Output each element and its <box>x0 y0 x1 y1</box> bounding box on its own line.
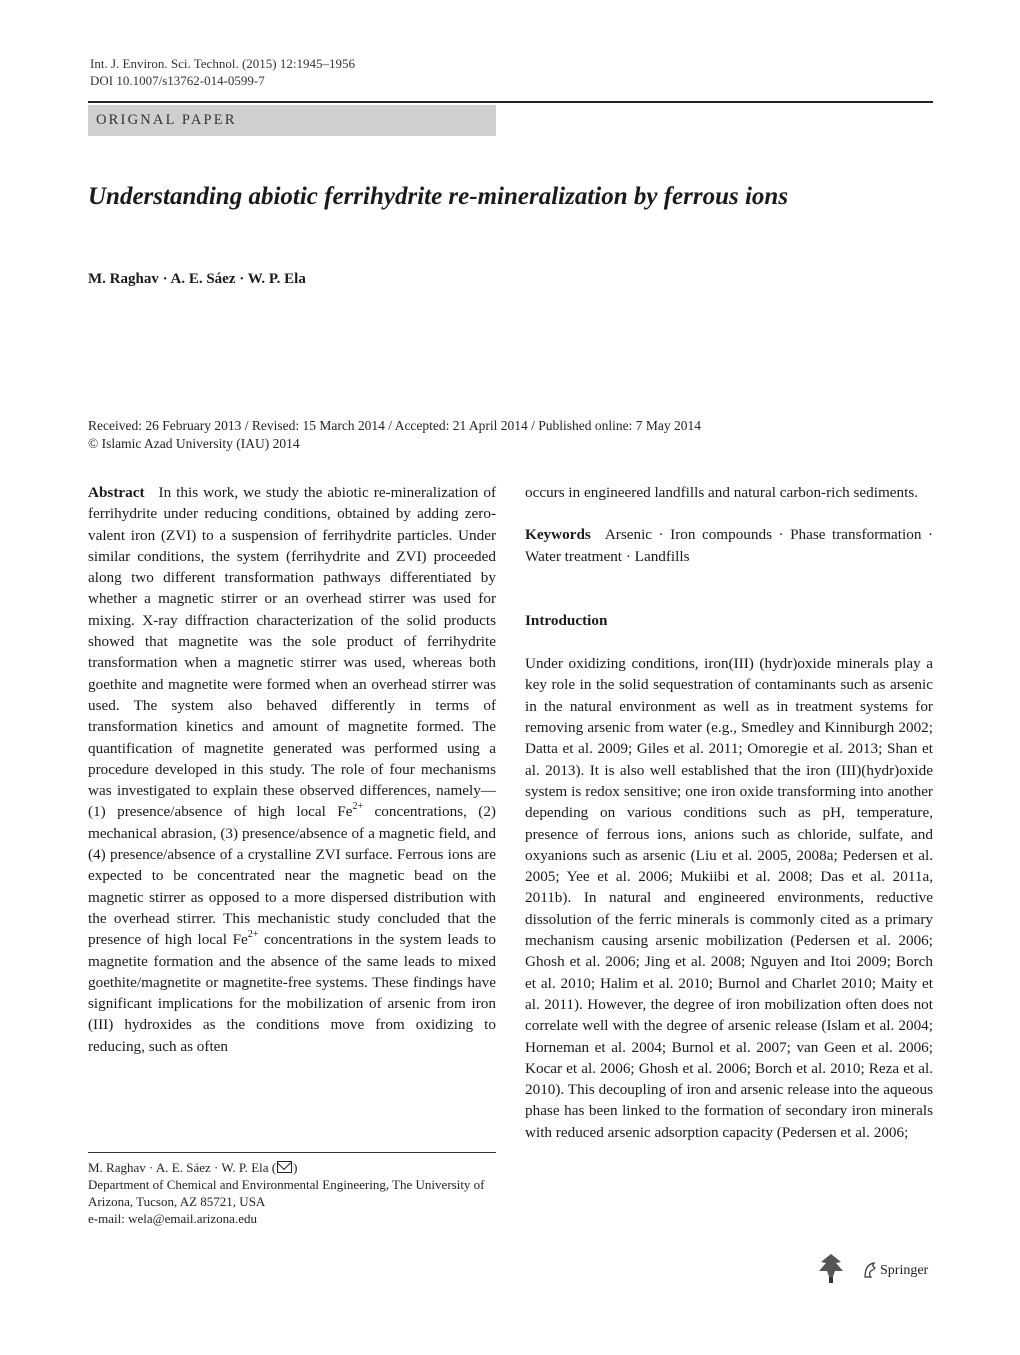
journal-citation: Int. J. Environ. Sci. Technol. (2015) 12:1945–1956 <box>90 56 355 71</box>
keywords-heading: Keywords <box>525 526 591 544</box>
introduction-heading: Introduction <box>525 611 608 629</box>
springer-tree-icon <box>818 1252 844 1284</box>
footnote-authors: M. Raghav · A. E. Sáez · W. P. Ela ( ) <box>88 1160 298 1175</box>
history-dates: Received: 26 February 2013 / Revised: 15 March 2014 / Accepted: 21 April 2014 / Published online: 7 May 2014 <box>88 418 702 433</box>
abstract-heading: Abstract <box>88 484 145 501</box>
abstract: Abstract In this work, we study the abiotic re-mineralization of ferrihydrite under reducing conditions, obtained by adding zero-valent iron (ZVI) to a suspension of ferrihydrite particles. Under similar conditions, the system (ferrihydrite and ZVI) proceeded along two different transformation pathways differentiated by whether a magnetic stirrer or an overhead stirrer was used for mixing. X-ray diffraction characterization of the solid products showed that magnetite was the sole product of ferrihydrite transformation when a magnetic stirrer was used, whereas both goethite and magnetite were formed when an overhead stirrer was used. The system also behaved differently in terms of transformation kinetics and amount of magnetite formed. The quantification of magnetite generated was performed using a procedure developed in this study. The role of four mechanisms was investigated to explain these observed differences, namely—(1) presence/absence of high local $Fe^{2+}$ concentrations, (2) mechanical abrasion, (3) presence/absence of a magnetic field, and (4) presence/absence of a crystalline ZVI surface. Ferrous ions are expected to be concentrated near the magnetic bead on the magnetic stirrer as opposed to a more dispersed distribution with the overhead stirrer. This mechanistic study concluded that the presence of high local $Fe^{2+}$ concentrations in the system leads to magnetite formation and the absence of the same leads to mixed goethite/magnetite or magnetite-free systems. These findings have significant implications for the mobilization of arsenic from iron (III) hydroxides as the conditions move from oxidizing to reducing, such as often <box>88 484 496 1055</box>
article-type-label: ORIGNAL PAPER <box>96 112 237 128</box>
article-type-badge <box>88 105 496 136</box>
springer-horse-icon <box>862 1261 878 1279</box>
publisher-name: Springer <box>880 1263 929 1278</box>
right-column <box>525 482 933 1143</box>
author-footnote <box>88 1159 496 1227</box>
affiliation: Department of Chemical and Environmental Engineering, The University of Arizona, Tucson, AZ 85721, USA <box>88 1177 485 1209</box>
copyright: © Islamic Azad University (IAU) 2014 <box>88 436 300 451</box>
abstract-continued: occurs in engineered landfills and natural carbon-rich sediments. <box>525 484 919 501</box>
email: e-mail: wela@email.arizona.edu <box>88 1211 257 1226</box>
header-rule <box>88 101 933 103</box>
keywords <box>525 524 933 567</box>
publication-dates <box>88 417 933 453</box>
doi: DOI 10.1007/s13762-014-0599-7 <box>90 73 265 88</box>
springer-logo <box>818 1252 933 1284</box>
footnote-rule <box>88 1152 496 1153</box>
introduction-text: Under oxidizing conditions, iron(III) (hydr)oxide minerals play a key role in the solid sequestration of contaminants such as arsenic in the natural environment as well as in treatment systems for removing arsenic from water (e.g., Smedley and Kinniburgh 2002; Datta et al. 2009; Giles et al. 2011; Omoregie et al. 2013; Shan et al. 2013). It is also well established that the iron (III)(hydr)oxide system is redox sensitive; one iron oxide transforming into another depending on various conditions such as pH, temperature, presence of ferrous ions, anions such as chloride, sulfate, and oxyanions such as arsenic (Liu et al. 2005, 2008a; Pedersen et al. 2005; Yee et al. 2006; Mukiibi et al. 2008; Das et al. 2011a, 2011b). In natural and engineered environments, reductive dissolution of the ferric minerals is commonly cited as a primary mechanism causing arsenic mobilization (Pedersen et al. 2006; Ghosh et al. 2006; Jing et al. 2008; Nguyen and Itoi 2009; Borch et al. 2010; Halim et al. 2010; Burnol and Charlet 2010; Maity et al. 2011). However, the degree of iron mobilization often does not correlate well with the degree of arsenic release (Islam et al. 2004; Horneman et al. 2004; Burnol et al. 2007; van Geen et al. 2006; Kocar et al. 2006; Ghosh et al. 2006; Borch et al. 2010; Reza et al. 2010). This decoupling of iron and arsenic release into the aqueous phase has been linked to the formation of secondary iron minerals with reduced arsenic adsorption capacity (Pedersen et al. 2006; <box>525 655 933 1141</box>
left-column <box>88 482 496 1057</box>
paper-title: Understanding abiotic ferrihydrite re-mineralization by ferrous ions <box>88 183 789 210</box>
journal-info <box>90 55 355 89</box>
keywords-text: Arsenic · Iron compounds · Phase transformation · Water treatment · Landfills <box>525 526 933 565</box>
author-list: M. Raghav · A. E. Sáez · W. P. Ela <box>88 271 306 287</box>
envelope-icon <box>277 1161 292 1173</box>
